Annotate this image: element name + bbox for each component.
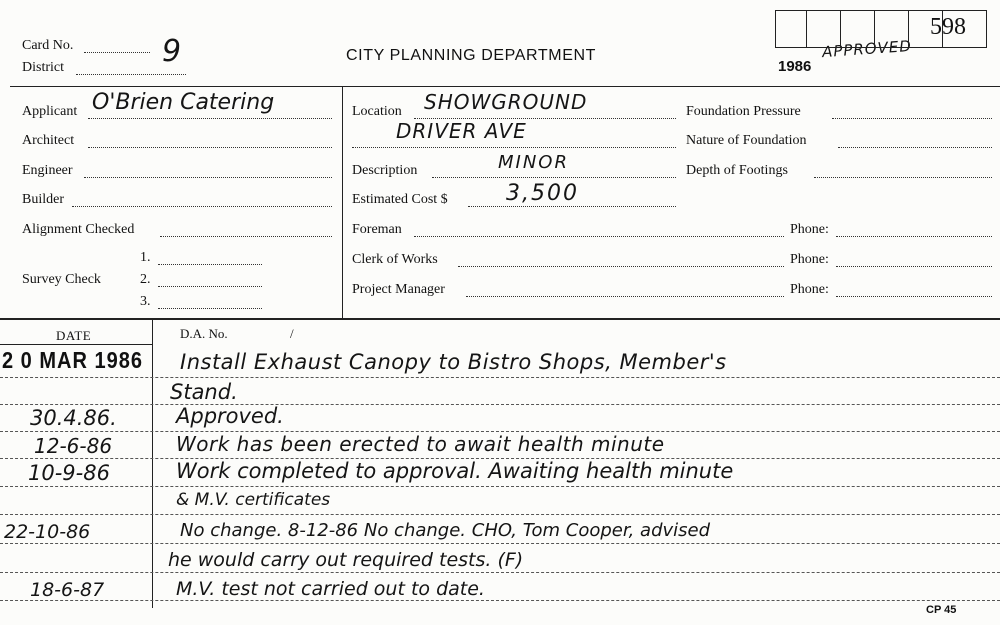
- alignment-label: Alignment Checked: [22, 222, 135, 237]
- applicant-label: Applicant: [22, 104, 78, 119]
- log-date: 30.4.86.: [30, 406, 117, 430]
- log-rule: [0, 600, 1000, 601]
- phone-line-2: [836, 266, 992, 267]
- log-text: Approved.: [176, 404, 284, 428]
- survey-1-label: 1.: [140, 250, 151, 265]
- year-label: 1986: [778, 58, 812, 75]
- card-no-label: Card No.: [22, 38, 74, 53]
- log-date: 12-6-86: [34, 434, 113, 458]
- engineer-line: [84, 177, 332, 178]
- survey-3-line: [158, 308, 262, 309]
- date-column-header: DATE: [56, 328, 92, 343]
- log-text: he would carry out required tests. (F): [168, 549, 524, 571]
- alignment-line: [160, 236, 332, 237]
- foreman-label: Foreman: [352, 222, 402, 237]
- clerk-label: Clerk of Works: [352, 252, 438, 267]
- builder-line: [72, 206, 332, 207]
- survey-1-line: [158, 264, 262, 265]
- log-rule: [0, 404, 1000, 405]
- cost-value: 3,500: [506, 181, 579, 206]
- card-no-value: 9: [162, 34, 182, 69]
- log-rule: [0, 543, 1000, 544]
- form-code: CP 45: [926, 604, 957, 616]
- district-line: [76, 74, 186, 75]
- pm-line: [466, 296, 784, 297]
- location-line-2: [352, 147, 676, 148]
- foreman-line: [414, 236, 784, 237]
- survey-2-line: [158, 286, 262, 287]
- approved-stamp: APPROVED: [821, 36, 913, 62]
- card-no-line: [84, 52, 150, 53]
- log-top-rule: [0, 318, 1000, 320]
- log-date: 22-10-86: [4, 521, 91, 543]
- survey-2-label: 2.: [140, 272, 151, 287]
- log-text: Stand.: [170, 380, 238, 404]
- pm-label: Project Manager: [352, 282, 445, 297]
- phone-label-1: Phone:: [790, 222, 829, 237]
- log-date: 18-6-87: [30, 579, 105, 601]
- depth-line: [814, 177, 992, 178]
- survey-3-label: 3.: [140, 294, 151, 309]
- survey-label: Survey Check: [22, 272, 101, 287]
- architect-label: Architect: [22, 133, 75, 148]
- log-rule: [0, 514, 1000, 515]
- date-column-divider: [152, 318, 153, 608]
- phone-line-3: [836, 296, 992, 297]
- applicant-line: [88, 118, 332, 119]
- log-rule: [0, 572, 1000, 573]
- log-text: Work has been erected to await health minute: [176, 432, 665, 456]
- cost-label: Estimated Cost $: [352, 192, 448, 207]
- log-text: M.V. test not carried out to date.: [176, 578, 485, 600]
- log-rule: [0, 486, 1000, 487]
- da-no-label: D.A. No.: [180, 326, 228, 341]
- log-date: 2 0 MAR 1986: [2, 348, 143, 374]
- engineer-label: Engineer: [22, 163, 73, 178]
- location-label: Location: [352, 104, 402, 119]
- description-label: Description: [352, 163, 418, 178]
- architect-line: [88, 147, 332, 148]
- da-no-slash: /: [290, 326, 294, 341]
- phone-line-1: [836, 236, 992, 237]
- log-text: No change. 8-12-86 No change. CHO, Tom Cooper, advised: [180, 520, 711, 541]
- applicant-value: O'Brien Catering: [92, 90, 275, 115]
- foundation-pressure-line: [832, 118, 992, 119]
- page-title: CITY PLANNING DEPARTMENT: [346, 47, 596, 64]
- phone-label-3: Phone:: [790, 282, 829, 297]
- log-text: & M.V. certificates: [176, 490, 331, 510]
- location-value: SHOWGROUND: [424, 90, 588, 114]
- nature-line: [838, 147, 992, 148]
- log-rule: [0, 377, 1000, 378]
- clerk-line: [458, 266, 784, 267]
- description-value: MINOR: [498, 152, 569, 173]
- location-value-2: DRIVER AVE: [396, 119, 527, 143]
- log-text: Work completed to approval. Awaiting health minute: [176, 459, 734, 483]
- nature-label: Nature of Foundation: [686, 133, 807, 148]
- phone-label-2: Phone:: [790, 252, 829, 267]
- header-divider: [10, 86, 1000, 87]
- card-number: 598: [930, 14, 966, 40]
- cost-line: [468, 206, 676, 207]
- date-header-rule: [0, 344, 152, 345]
- foundation-pressure-label: Foundation Pressure: [686, 104, 801, 119]
- district-label: District: [22, 60, 64, 75]
- log-date: 10-9-86: [28, 461, 110, 485]
- log-text: Install Exhaust Canopy to Bistro Shops, Member's: [180, 350, 727, 374]
- column-divider: [342, 86, 343, 318]
- depth-label: Depth of Footings: [686, 163, 788, 178]
- builder-label: Builder: [22, 192, 64, 207]
- description-line: [432, 177, 676, 178]
